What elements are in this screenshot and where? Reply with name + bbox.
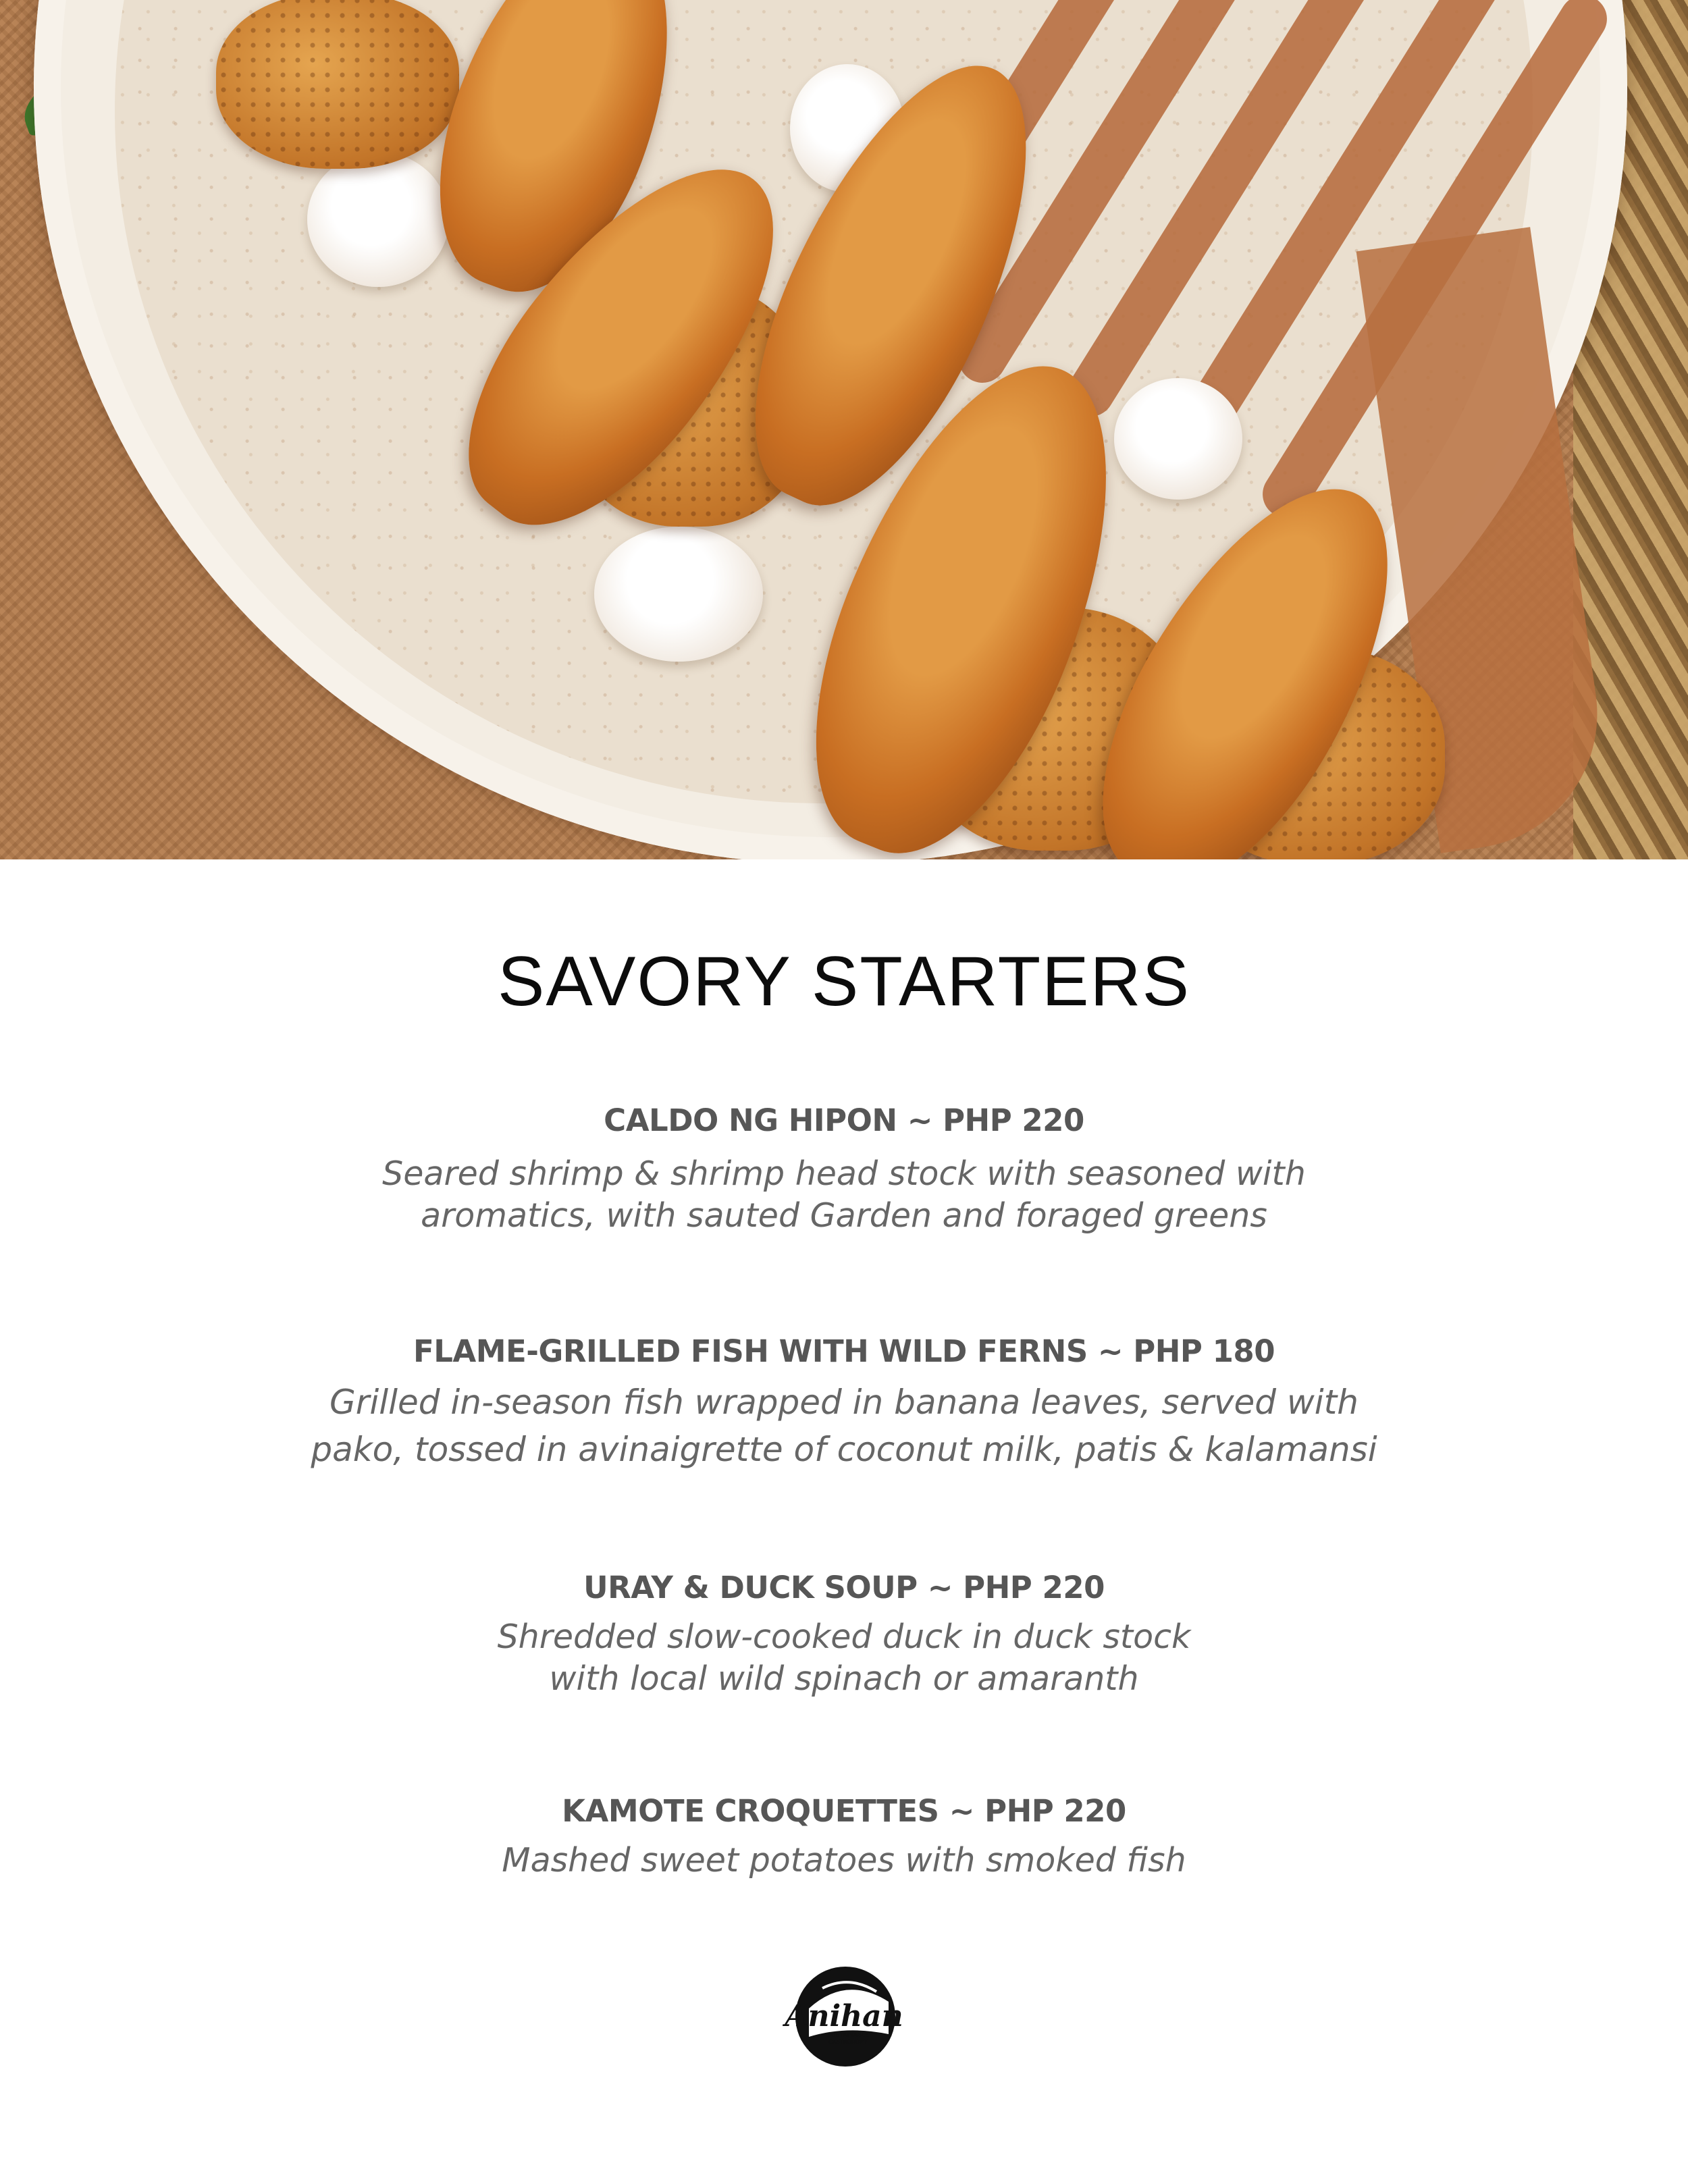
anihan-logo (782, 1961, 906, 2069)
cream-dollop (1114, 378, 1242, 500)
menu-item (203, 1331, 1485, 1473)
menu-item (203, 1100, 1485, 1237)
menu-item-description-line: with local wild spinach or amaranth (549, 1659, 1139, 1698)
menu-item-description-line: Seared shrimp & shrimp head stock with seasoned with (382, 1154, 1306, 1193)
menu-item-description (203, 1379, 1485, 1473)
menu-item-description-line: Grilled in-season fish wrapped in banana leaves, served with (329, 1383, 1359, 1422)
page-title: SAVORY STARTERS (497, 942, 1191, 1021)
logo-tagline: SUSTAINABLE (827, 2032, 869, 2039)
menu-item-description (203, 1153, 1485, 1237)
menu-item-description (203, 1616, 1485, 1700)
menu-item-description-line: Shredded slow-cooked duck in duck stock (497, 1618, 1191, 1656)
cream-dollop (594, 527, 763, 662)
menu-item-description (203, 1840, 1485, 1882)
menu-item-description-line: pako, tossed in avinaigrette of coconut milk, patis & kalamansi (311, 1430, 1377, 1469)
menu-item-title: URAY & DUCK SOUP ~ PHP 220 (583, 1570, 1105, 1605)
logo-tagline: GASTRONOMY (828, 2039, 868, 2045)
menu-item-title: KAMOTE CROQUETTES ~ PHP 220 (562, 1793, 1126, 1829)
croquette (216, 0, 459, 169)
logo-wordmark: Anihan (785, 1999, 903, 2033)
menu-item (203, 1568, 1485, 1700)
menu-item-description-line: aromatics, with sauted Garden and foraged greens (421, 1196, 1267, 1235)
menu-item-title: CALDO NG HIPON ~ PHP 220 (604, 1102, 1084, 1138)
cream-dollop (307, 152, 449, 287)
menu-item-description-line: Mashed sweet potatoes with smoked fish (502, 1841, 1186, 1880)
menu-item (203, 1791, 1485, 1882)
menu-item-title: FLAME-GRILLED FISH WITH WILD FERNS ~ PHP 180 (413, 1333, 1275, 1369)
hero-photo (0, 0, 1688, 859)
menu-list (203, 1100, 1485, 1882)
